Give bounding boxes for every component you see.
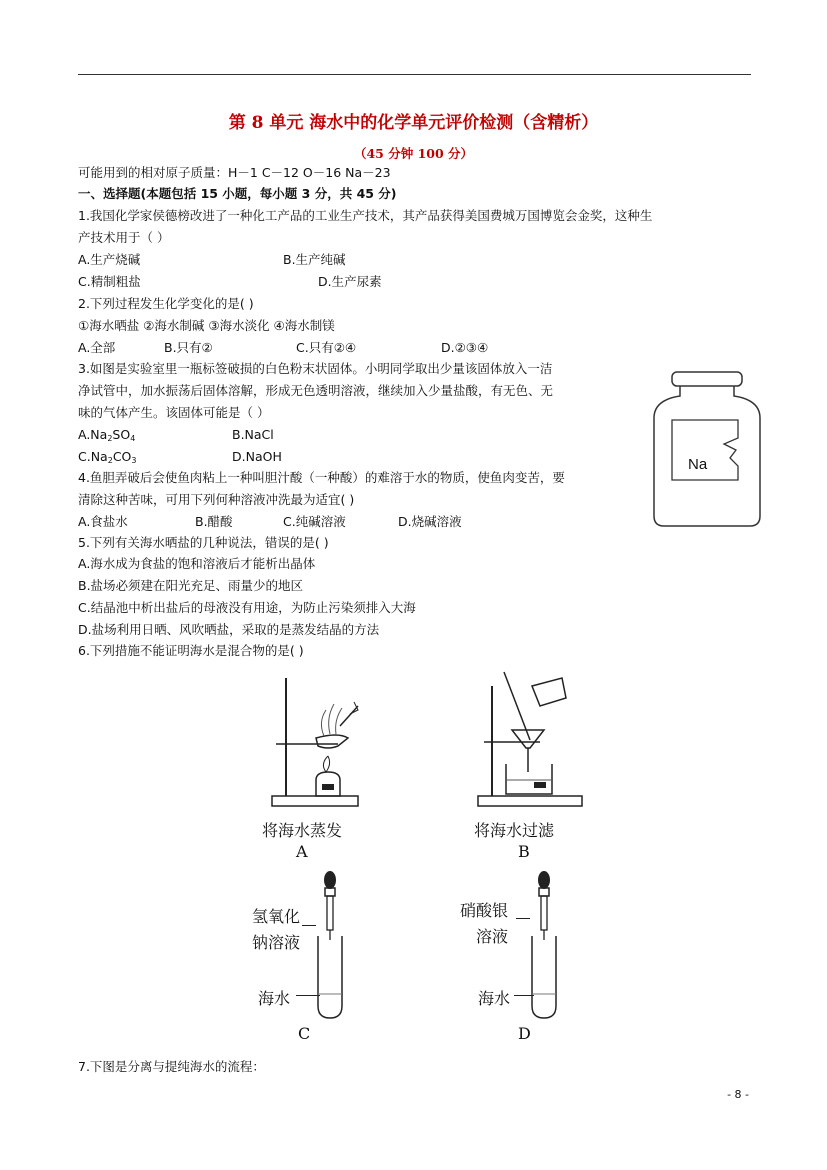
page-subtitle: （45 分钟 100 分） bbox=[353, 146, 474, 161]
header-rule bbox=[78, 74, 751, 75]
q4-option-d: D.烧碱溶液 bbox=[398, 514, 462, 529]
page-title: 第 8 单元 海水中的化学单元评价检测（含精析） bbox=[228, 113, 599, 133]
q3-option-a: $A.Na_2SO_4$ bbox=[78, 427, 136, 443]
q3-option-b: B.NaCl bbox=[232, 427, 274, 442]
q5-option-b: B.盐场必须建在阳光充足、雨量少的地区 bbox=[78, 578, 304, 593]
q1-option-a: A.生产烧碱 bbox=[78, 252, 141, 267]
q7-stem: 7.下图是分离与提纯海水的流程： bbox=[78, 1059, 265, 1074]
q6-stem: 6.下列措施不能证明海水是混合物的是( ) bbox=[78, 643, 304, 658]
q2-option-b: B.只有② bbox=[164, 340, 213, 355]
fig-a-letter: A bbox=[296, 842, 308, 861]
q5-stem: 5.下列有关海水晒盐的几种说法，错误的是( ) bbox=[78, 535, 329, 550]
section-heading: 一、选择题(本题包括 15 小题，每小题 3 分，共 45 分) bbox=[78, 186, 397, 201]
q4-stem-2: 清除这种苦味，可用下列何种溶液冲洗最为适宜( ) bbox=[78, 492, 355, 507]
q4-stem-1: 4.鱼胆弄破后会使鱼肉粘上一种叫胆汁酸（一种酸）的难溶于水的物质，使鱼肉变苦，要 bbox=[78, 470, 565, 485]
q1-option-b: B.生产纯碱 bbox=[283, 252, 346, 267]
q2-stem: 2.下列过程发生化学变化的是( ) bbox=[78, 296, 254, 311]
test-tube-c-figure bbox=[312, 870, 348, 1020]
q4-option-a: A.食盐水 bbox=[78, 514, 128, 529]
evaporation-apparatus-figure bbox=[268, 672, 364, 812]
q2-option-a: A.全部 bbox=[78, 340, 116, 355]
q3-stem-1: 3.如图是实验室里一瓶标签破损的白色粉末状固体。小明同学取出少量该固体放入一洁 bbox=[78, 361, 553, 376]
q3-option-c: $C.Na_2CO_3$ bbox=[78, 449, 137, 465]
fig-c-reagent-line1: 氢氧化 bbox=[252, 907, 301, 926]
fig-a-caption: 将海水蒸发 bbox=[262, 821, 343, 840]
fig-c-reagent-line2: 钠溶液 bbox=[252, 933, 301, 952]
intro-atomic-masses: 可能用到的相对原子质量：H－1 C－12 O－16 Na－23 bbox=[78, 165, 391, 180]
fig-c-water-label: 海水 bbox=[258, 989, 291, 1008]
reagent-bottle-figure bbox=[652, 370, 762, 530]
q1-option-d: D.生产尿素 bbox=[318, 274, 382, 289]
fig-d-water-pointer bbox=[514, 995, 534, 996]
q4-option-c: C.纯碱溶液 bbox=[283, 514, 346, 529]
test-tube-d-figure bbox=[526, 870, 562, 1020]
q3-stem-3: 味的气体产生。该固体可能是（ ） bbox=[78, 405, 270, 420]
page-number: - 8 - bbox=[727, 1088, 749, 1101]
q5-option-a: A.海水成为食盐的饱和溶液后才能析出晶体 bbox=[78, 556, 316, 571]
q3-option-d: D.NaOH bbox=[232, 449, 282, 464]
q1-option-c: C.精制粗盐 bbox=[78, 274, 141, 289]
fig-d-reagent-pointer bbox=[516, 918, 530, 919]
q4-option-b: B.醋酸 bbox=[195, 514, 233, 529]
q5-option-d: D.盐场利用日晒、风吹晒盐，采取的是蒸发结晶的方法 bbox=[78, 622, 380, 637]
q5-option-c: C.结晶池中析出盐后的母液没有用途，为防止污染须排入大海 bbox=[78, 600, 416, 615]
filtration-apparatus-figure bbox=[474, 668, 586, 812]
fig-c-reagent-pointer bbox=[302, 925, 316, 926]
q2-option-c: C.只有②④ bbox=[296, 340, 357, 355]
bottle-label: Na bbox=[688, 456, 708, 473]
fig-d-reagent-line2: 溶液 bbox=[476, 927, 509, 946]
fig-c-letter: C bbox=[298, 1024, 311, 1043]
fig-d-water-label: 海水 bbox=[478, 989, 511, 1008]
q2-items: ①海水晒盐 ②海水制碱 ③海水淡化 ④海水制镁 bbox=[78, 318, 335, 333]
q3-stem-2: 净试管中，加水振荡后固体溶解，形成无色透明溶液，继续加入少量盐酸，有无色、无 bbox=[78, 383, 554, 398]
fig-c-water-pointer bbox=[296, 995, 320, 996]
fig-b-letter: B bbox=[518, 842, 530, 861]
q2-option-d: D.②③④ bbox=[441, 340, 489, 355]
fig-b-caption: 将海水过滤 bbox=[474, 821, 555, 840]
q1-stem-2: 产技术用于（ ） bbox=[78, 230, 170, 245]
q1-stem-1: 1.我国化学家侯德榜改进了一种化工产品的工业生产技术，其产品获得美国费城万国博览会金奖，这种生 bbox=[78, 208, 653, 223]
fig-d-letter: D bbox=[518, 1024, 531, 1043]
fig-d-reagent-line1: 硝酸银 bbox=[460, 901, 509, 920]
